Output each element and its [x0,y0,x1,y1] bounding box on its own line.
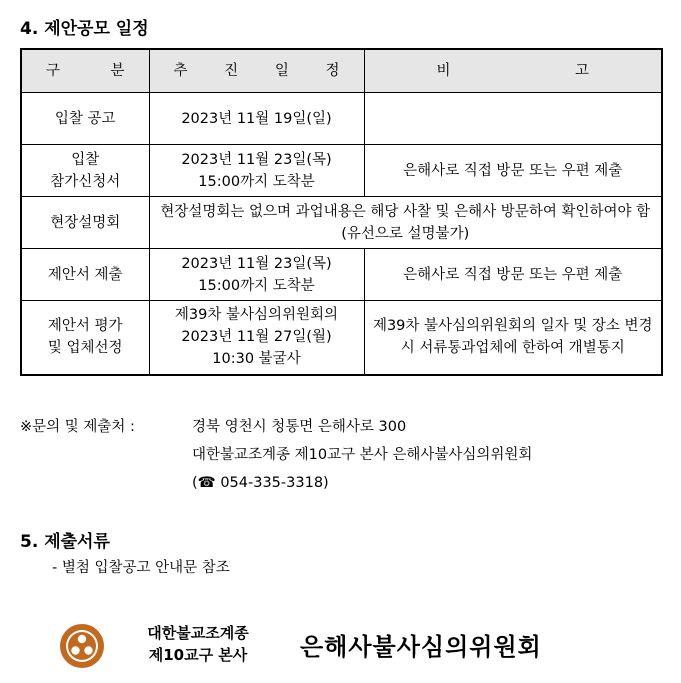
cell-schedule: 2023년 11월 23일(목) 15:00까지 도착분 [149,145,364,197]
cell-schedule: 2023년 11월 19일(일) [149,93,364,145]
cell-schedule: 2023년 11월 23일(목) 15:00까지 도착분 [149,249,364,301]
cell-category: 현장설명회 [21,197,149,249]
table-row [21,249,662,301]
section-5-heading: 5. 제출서류 [20,532,110,552]
table-row [21,93,662,145]
footer-org-name [118,622,278,666]
cell-schedule: 현장설명회는 없으며 과업내용은 해당 사찰 및 은해사 방문하여 확인하여야 함(유선으로 설명불가) [149,197,662,249]
dharma-emblem-icon [58,622,106,670]
cell-category: 제안서 제출 [21,249,149,301]
header-schedule: 추 진 일 정 [149,49,364,93]
cell-note [364,93,662,145]
cell-note: 제39차 불사심의위원회의 일자 및 장소 변경시 서류통과업체에 한하여 개별통지 [364,301,662,375]
cell-note: 은해사로 직접 방문 또는 우편 제출 [364,249,662,301]
cell-category: 입찰 공고 [21,93,149,145]
schedule-table [20,48,663,376]
header-note: 비 고 [364,49,662,93]
submission-docs-item: - 별첨 입찰공고 안내문 참조 [52,560,230,576]
footer-office-name: 은해사불사심의위원회 [300,633,542,661]
table-row [21,301,662,375]
section-4-heading: 4. 제안공모 일정 [20,19,149,39]
footer-org-line1: 대한불교조계종 [147,624,249,642]
contact-organization: 대한불교조계종 제10교구 본사 은해사불사심의위원회 [192,447,533,463]
footer-org-line2: 제10교구 본사 [148,646,248,664]
contact-address: 경북 영천시 청통면 은해사로 300 [192,419,407,435]
header-category: 구 분 [21,49,149,93]
cell-note: 은해사로 직접 방문 또는 우편 제출 [364,145,662,197]
cell-category: 제안서 평가 및 업체선정 [21,301,149,375]
cell-category: 입찰 참가신청서 [21,145,149,197]
table-header-row [21,49,662,93]
cell-schedule: 제39차 불사심의위원회의 2023년 11월 27일(월) 10:30 불굴사 [149,301,364,375]
table-row [21,197,662,249]
table-row [21,145,662,197]
contact-phone: (☎ 054-335-3318) [192,475,329,491]
contact-label: ※문의 및 제출처 : [20,419,135,435]
